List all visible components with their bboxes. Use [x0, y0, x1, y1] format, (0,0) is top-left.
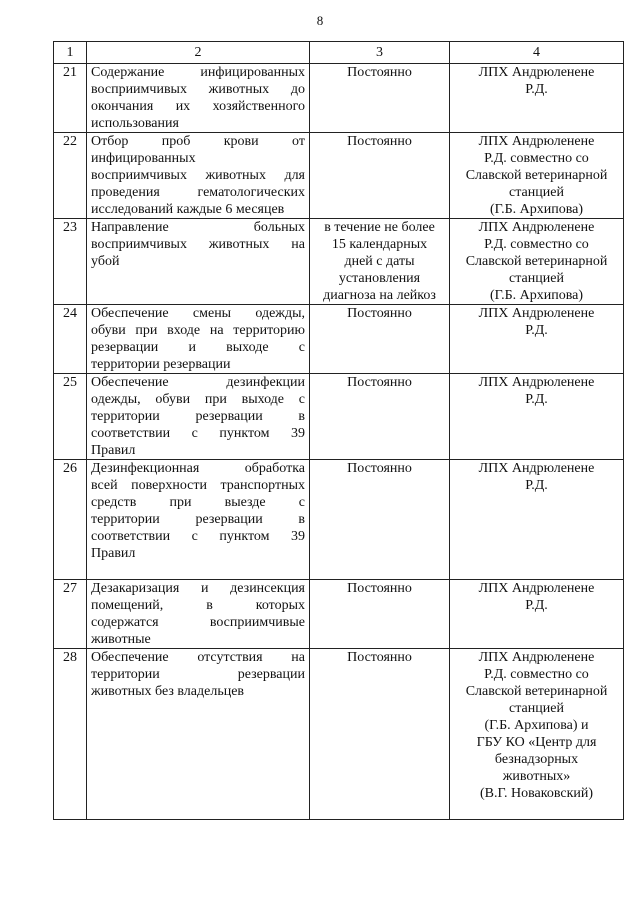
header-cell-3: 3	[310, 42, 450, 64]
row-number: 25	[54, 374, 87, 460]
measure-responsible	[450, 580, 624, 649]
responsible-line: ЛПХ Андрюленене	[478, 306, 595, 321]
description-line: помещений, в которых	[91, 598, 305, 613]
table-row	[54, 460, 624, 580]
responsible-line: (Г.Б. Архипова) и	[484, 718, 589, 733]
responsible-line: станцией	[509, 701, 564, 716]
description-line: животные	[91, 632, 151, 647]
description-line: содержатся восприимчивые	[91, 615, 305, 630]
description-line: Правил	[91, 443, 136, 458]
responsible-line: ЛПХ Андрюленене	[478, 134, 595, 149]
table-row	[54, 580, 624, 649]
description-line: средств при выезде с	[91, 495, 305, 510]
description-line: Содержание инфицированных	[91, 65, 305, 80]
row-number: 26	[54, 460, 87, 580]
measure-description	[87, 580, 310, 649]
period-line: Постоянно	[347, 375, 412, 390]
description-line: Отбор проб крови от	[91, 134, 305, 149]
header-cell-1: 1	[54, 42, 87, 64]
description-line: Дезинфекционная обработка	[91, 461, 305, 476]
description-line: соответствии с пунктом 39	[91, 426, 305, 441]
description-line: территории резервации в	[91, 409, 305, 424]
measure-period	[310, 580, 450, 649]
responsible-line: Р.Д.	[525, 598, 548, 613]
header-cell-2: 2	[87, 42, 310, 64]
measure-responsible	[450, 460, 624, 580]
period-line: Постоянно	[347, 650, 412, 665]
description-line: территории резервации в	[91, 512, 305, 527]
measure-period	[310, 649, 450, 820]
table-row	[54, 219, 624, 305]
description-line: восприимчивых животных до	[91, 82, 305, 97]
responsible-line: ЛПХ Андрюленене	[478, 581, 595, 596]
description-line: Обеспечение дезинфекции	[91, 375, 305, 390]
responsible-line: животных»	[502, 769, 571, 784]
row-number: 28	[54, 649, 87, 820]
description-line: соответствии с пунктом 39	[91, 529, 305, 544]
table-row	[54, 374, 624, 460]
description-line: резервации и выходе с	[91, 340, 305, 355]
page-number: 8	[316, 13, 324, 28]
responsible-line: ЛПХ Андрюленене	[478, 65, 595, 80]
measure-description	[87, 64, 310, 133]
period-line: дней с даты	[344, 254, 415, 269]
table-row	[54, 64, 624, 133]
description-line: Направление больных	[91, 220, 305, 235]
description-line: окончания их хозяйственного	[91, 99, 305, 114]
period-line: Постоянно	[347, 581, 412, 596]
responsible-line: безнадзорных	[494, 752, 579, 767]
description-line: восприимчивых животных на	[91, 237, 305, 252]
table-row	[54, 305, 624, 374]
description-line: животных без владельцев	[91, 684, 245, 699]
table-row	[54, 133, 624, 219]
measure-description	[87, 649, 310, 820]
responsible-line: ГБУ КО «Центр для	[476, 735, 597, 750]
description-line: Обеспечение отсутствия на	[91, 650, 305, 665]
measure-period	[310, 460, 450, 580]
period-line: в течение не более	[324, 220, 435, 235]
description-line: проведения гематологических	[91, 185, 305, 200]
measure-responsible	[450, 64, 624, 133]
period-line: Постоянно	[347, 65, 412, 80]
measure-period	[310, 305, 450, 374]
measure-description	[87, 374, 310, 460]
description-line: Обеспечение смены одежды,	[91, 306, 305, 321]
measure-period	[310, 133, 450, 219]
responsible-line: (Г.Б. Архипова)	[489, 202, 584, 217]
header-cell-4: 4	[450, 42, 624, 64]
description-line: инфицированных	[91, 151, 196, 166]
responsible-line: Р.Д.	[525, 323, 548, 338]
description-line: территории резервации	[91, 667, 305, 682]
measure-description	[87, 133, 310, 219]
row-number: 22	[54, 133, 87, 219]
table-row	[54, 649, 624, 820]
period-line: установления	[338, 271, 421, 286]
measure-responsible	[450, 133, 624, 219]
responsible-line: станцией	[509, 185, 564, 200]
responsible-line: Р.Д. совместно со	[484, 237, 589, 252]
responsible-line: ЛПХ Андрюленене	[478, 375, 595, 390]
description-line: исследований каждые 6 месяцев	[91, 202, 285, 217]
row-number: 23	[54, 219, 87, 305]
measure-responsible	[450, 649, 624, 820]
measure-description	[87, 460, 310, 580]
measure-description	[87, 219, 310, 305]
responsible-line: Славской ветеринарной	[465, 254, 608, 269]
responsible-line: ЛПХ Андрюленене	[478, 220, 595, 235]
responsible-line: (В.Г. Новаковский)	[479, 786, 594, 801]
description-line: восприимчивых животных для	[91, 168, 305, 183]
description-line: Дезакаризация и дезинсекция	[91, 581, 305, 596]
measure-responsible	[450, 305, 624, 374]
period-line: Постоянно	[347, 306, 412, 321]
responsible-line: ЛПХ Андрюленене	[478, 650, 595, 665]
responsible-line: Р.Д.	[525, 82, 548, 97]
responsible-line: Р.Д.	[525, 392, 548, 407]
description-line: убой	[91, 254, 120, 269]
row-number: 21	[54, 64, 87, 133]
responsible-line: (Г.Б. Архипова)	[489, 288, 584, 303]
description-line: обуви при входе на территорию	[91, 323, 305, 338]
measure-period	[310, 219, 450, 305]
measure-responsible	[450, 219, 624, 305]
measure-description	[87, 305, 310, 374]
measure-period	[310, 374, 450, 460]
period-line: Постоянно	[347, 461, 412, 476]
measure-responsible	[450, 374, 624, 460]
responsible-line: Славской ветеринарной	[465, 168, 608, 183]
responsible-line: станцией	[509, 271, 564, 286]
responsible-line: Р.Д.	[525, 478, 548, 493]
description-line: территории резервации	[91, 357, 231, 372]
description-line: одежды, обуви при выходе с	[91, 392, 305, 407]
measures-table	[53, 41, 624, 820]
table-header-row	[54, 42, 624, 64]
period-line: диагноза на лейкоз	[323, 288, 436, 303]
responsible-line: Р.Д. совместно со	[484, 151, 589, 166]
row-number: 27	[54, 580, 87, 649]
measure-period	[310, 64, 450, 133]
responsible-line: Р.Д. совместно со	[484, 667, 589, 682]
description-line: всей поверхности транспортных	[91, 478, 305, 493]
period-line: Постоянно	[347, 134, 412, 149]
responsible-line: ЛПХ Андрюленене	[478, 461, 595, 476]
row-number: 24	[54, 305, 87, 374]
description-line: Правил	[91, 546, 136, 561]
responsible-line: Славской ветеринарной	[465, 684, 608, 699]
description-line: использования	[91, 116, 179, 131]
period-line: 15 календарных	[331, 237, 428, 252]
